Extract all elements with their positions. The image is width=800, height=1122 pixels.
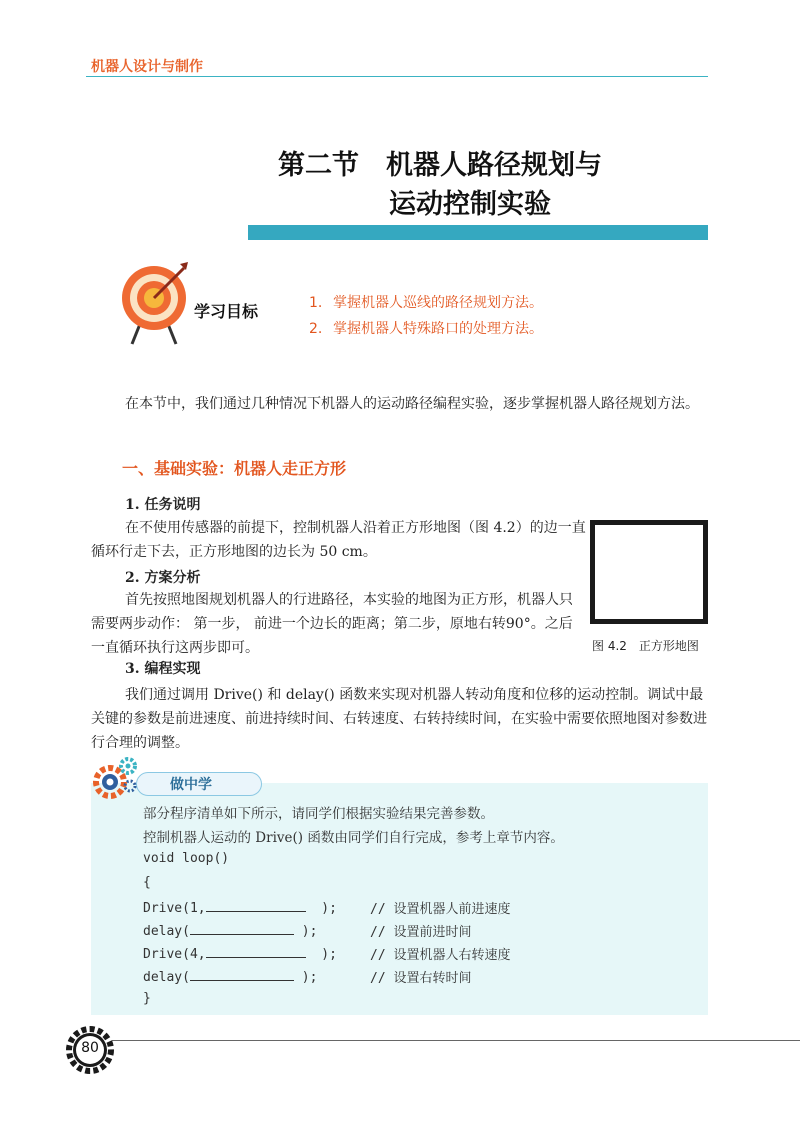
task-title: 1. 任务说明 bbox=[125, 497, 201, 513]
target-arrow-icon bbox=[118, 262, 198, 346]
code-text: delay( bbox=[143, 970, 190, 985]
title-underline-bar bbox=[248, 225, 708, 240]
learning-goals-list bbox=[309, 290, 543, 342]
code-text: delay( bbox=[143, 924, 190, 939]
book-title: 机器人设计与制作 bbox=[91, 59, 203, 75]
page-number: 80 bbox=[81, 1040, 99, 1056]
blank-turn-time[interactable] bbox=[190, 967, 294, 981]
learning-goals-label: 学习目标 bbox=[194, 302, 259, 321]
goal-text: 掌握机器人巡线的路径规划方法。 bbox=[333, 295, 543, 311]
code-text: Drive(1, bbox=[143, 901, 206, 916]
code-close-brace: } bbox=[143, 991, 151, 1006]
goal-text: 掌握机器人特殊路口的处理方法。 bbox=[333, 321, 543, 337]
section-title-line-1: 第二节 机器人路径规划与 bbox=[278, 150, 602, 181]
header-rule bbox=[86, 76, 708, 77]
code-loop: void loop() bbox=[143, 851, 230, 866]
code-text: ); bbox=[321, 901, 337, 916]
do-learn-line-2: 控制机器人运动的 Drive() 函数由同学们自行完成，参考上章节内容。 bbox=[143, 830, 564, 846]
code-open-brace: { bbox=[143, 875, 151, 890]
figure-caption: 图 4.2 正方形地图 bbox=[592, 639, 699, 653]
code-line-delay-forward bbox=[143, 921, 317, 939]
plan-paragraph: 首先按照地图规划机器人的行进路径，本实验的地图为正方形，机器人只需要两步动作： 第一步， 前进一个边长的距离；第二步，原地右转90°。之后一直循环执行这两步即可。 bbox=[91, 592, 573, 656]
comment-forward-speed: // 设置机器人前进速度 bbox=[370, 902, 511, 917]
goal-number: 1. bbox=[309, 295, 323, 311]
gears-icon bbox=[92, 756, 140, 802]
goal-item bbox=[309, 290, 543, 316]
code-line-drive-forward bbox=[143, 898, 337, 916]
code-line-drive-turn bbox=[143, 944, 337, 962]
code-text: ); bbox=[301, 970, 318, 985]
square-map-figure bbox=[590, 520, 708, 624]
code-line-delay-turn bbox=[143, 967, 317, 985]
do-learn-label: 做中学 bbox=[170, 777, 212, 793]
blank-forward-speed[interactable] bbox=[206, 898, 306, 912]
code-text: ); bbox=[321, 947, 337, 962]
goal-item bbox=[309, 316, 543, 342]
task-paragraph: 在不使用传感器的前提下，控制机器人沿着正方形地图（图 4.2）的边一直循环行走下去，正方形地图的边长为 50 cm。 bbox=[91, 520, 586, 560]
blank-forward-time[interactable] bbox=[190, 921, 294, 935]
code-text: Drive(4, bbox=[143, 947, 206, 962]
code-text: ); bbox=[301, 924, 318, 939]
blank-turn-speed[interactable] bbox=[206, 944, 306, 958]
comment-forward-time: // 设置前进时间 bbox=[370, 925, 472, 940]
plan-title: 2. 方案分析 bbox=[125, 570, 201, 586]
section-title-line-2: 运动控制实验 bbox=[389, 189, 551, 220]
code-paragraph: 我们通过调用 Drive() 和 delay() 函数来实现对机器人转动角度和位移的运动控制。调试中最关键的参数是前进速度、前进持续时间、右转速度、右转持续时间，在实验中需要依照地图对参数进行合理的调整。 bbox=[91, 687, 707, 751]
comment-turn-time: // 设置右转时间 bbox=[370, 971, 472, 986]
intro-paragraph: 在本节中，我们通过几种情况下机器人的运动路径编程实验，逐步掌握机器人路径规划方法。 bbox=[125, 396, 699, 412]
experiment-heading: 一、基础实验：机器人走正方形 bbox=[122, 459, 347, 478]
code-title: 3. 编程实现 bbox=[125, 661, 201, 677]
footer-rule bbox=[112, 1040, 800, 1041]
goal-number: 2. bbox=[309, 321, 323, 337]
comment-turn-speed: // 设置机器人右转速度 bbox=[370, 948, 511, 963]
do-learn-line-1: 部分程序清单如下所示，请同学们根据实验结果完善参数。 bbox=[143, 806, 494, 822]
